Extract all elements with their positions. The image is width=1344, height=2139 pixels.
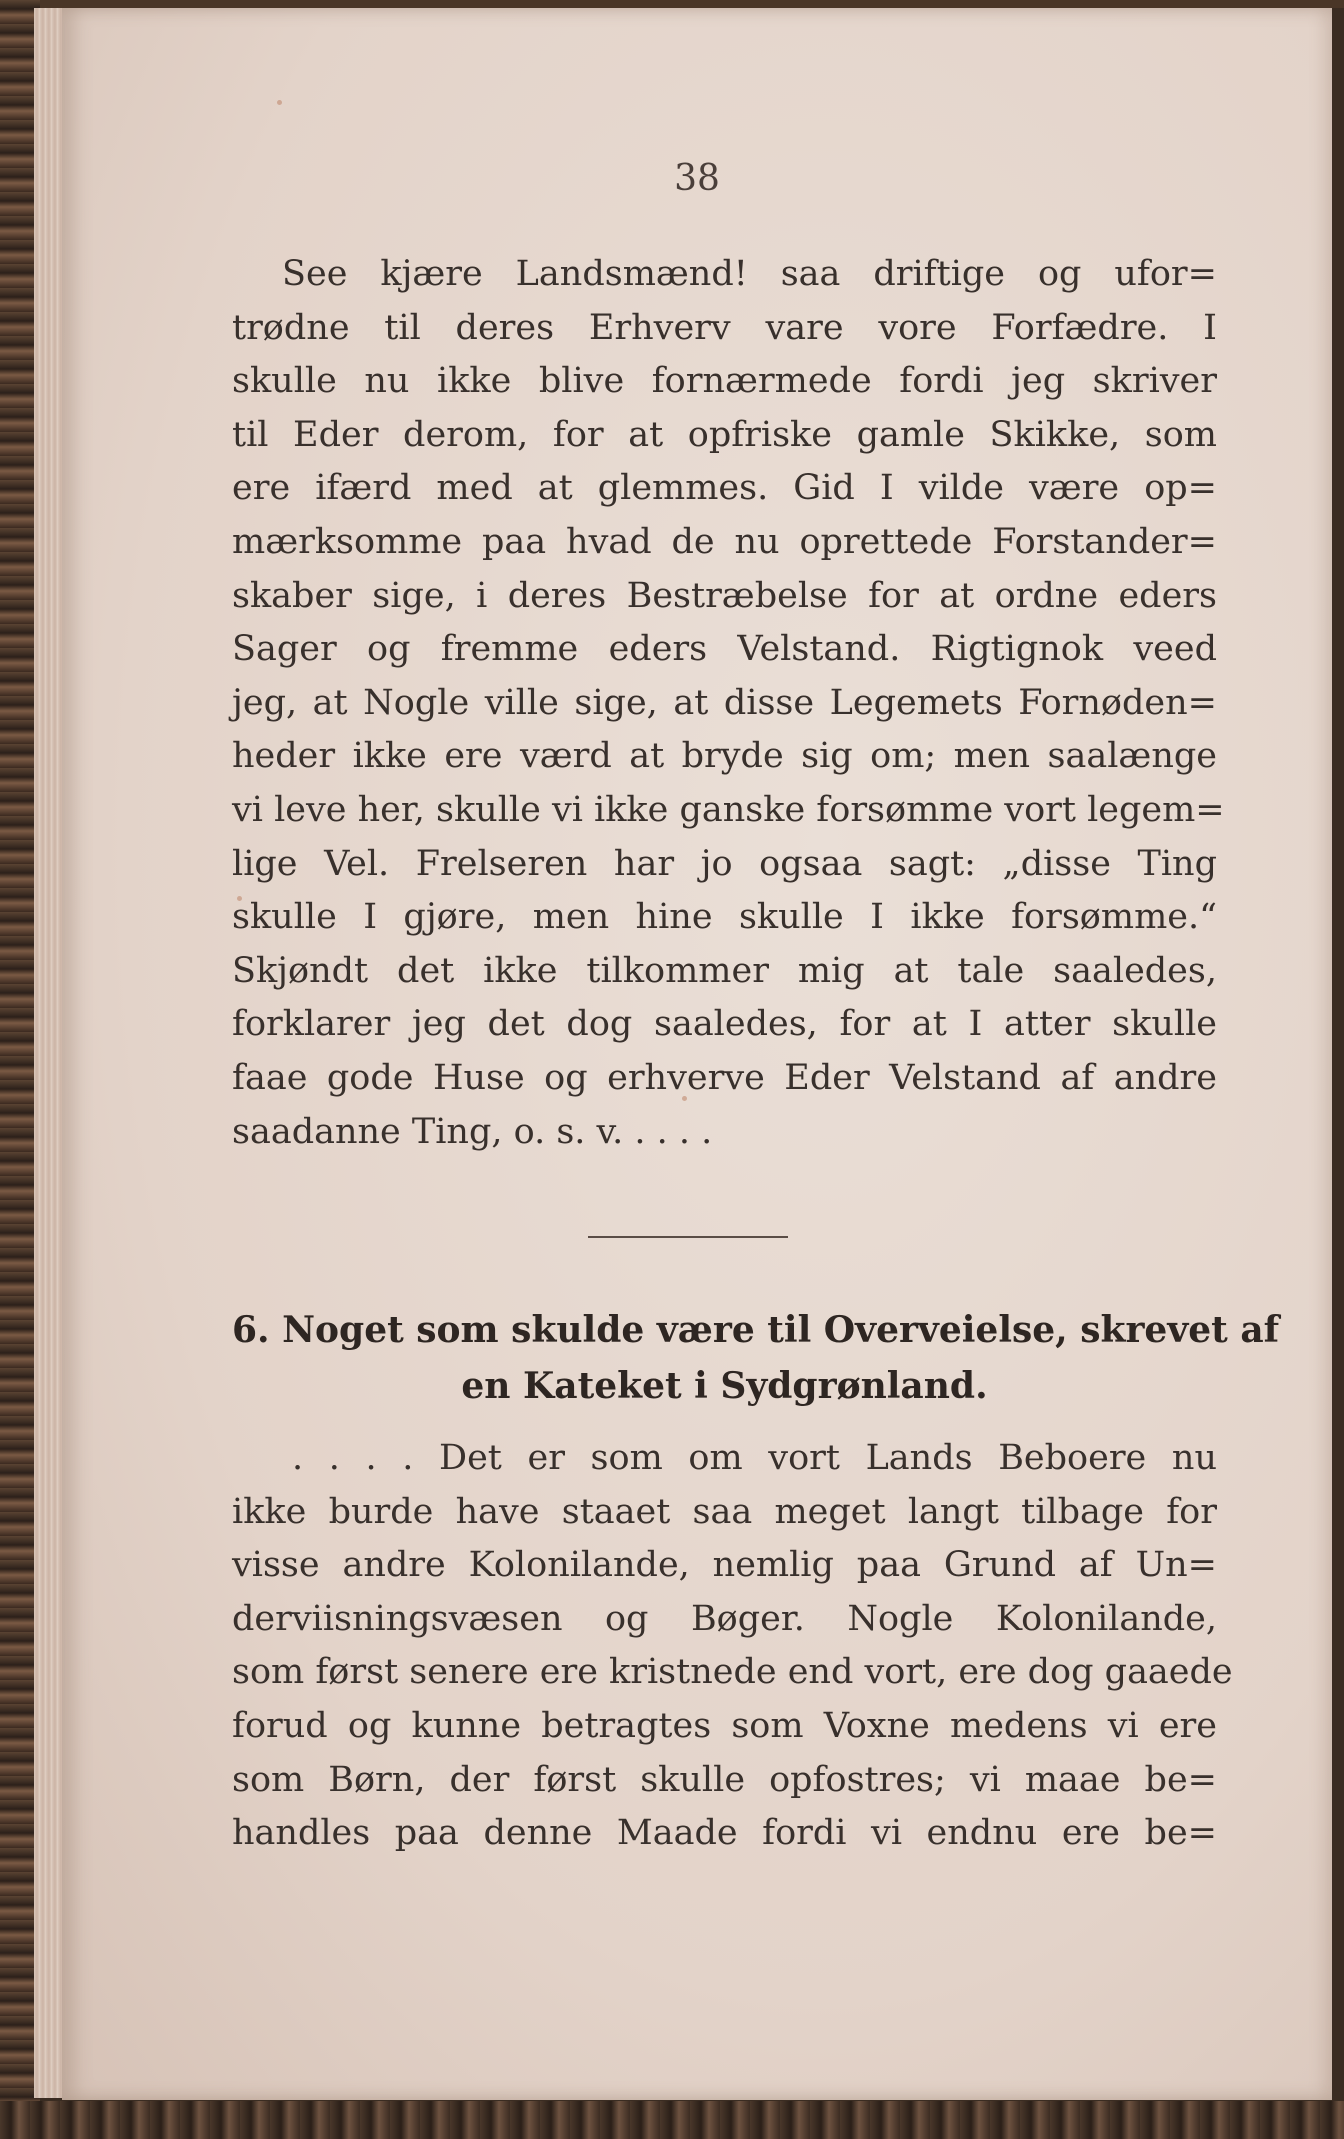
section-heading	[232, 1302, 1280, 1414]
text-line: derviisningsvæsen og Bøger. Nogle Kolonilande,	[232, 1598, 1217, 1639]
text-line: ikke burde have staaet saa meget langt tilbage for	[232, 1491, 1217, 1532]
text-line: skaber sige, i deres Bestræbelse for at ordne eders	[232, 575, 1217, 616]
text-line: lige Vel. Frelseren har jo ogsaa sagt: „disse Ting	[232, 843, 1217, 884]
text-line: See kjære Landsmænd! saa driftige og ufor=	[282, 254, 1217, 294]
book-cover-top	[0, 0, 1344, 8]
text-line: visse andre Kolonilande, nemlig paa Grund af Un=	[232, 1545, 1217, 1586]
text-line: vi leve her, skulle vi ikke ganske forsømme vort legem=	[232, 789, 1225, 830]
paragraph-2	[232, 1432, 1233, 1861]
text-line: skulle I gjøre, men hine skulle I ikke forsømme.“	[232, 897, 1217, 938]
text-line: som først senere ere kristnede end vort, ere dog gaaede	[232, 1652, 1233, 1693]
text-line: heder ikke ere værd at bryde sig om; men saalænge	[232, 736, 1217, 777]
text-line: trødne til deres Erhverv vare vore Forfædre. I	[232, 307, 1217, 348]
text-line: mærksomme paa hvad de nu oprettede Forstander=	[232, 521, 1217, 562]
text-line: forud og kunne betragtes som Voxne medens vi ere	[232, 1705, 1217, 1746]
section-heading-line-1: 6. Noget som skulde være til Overveielse, skrevet af	[232, 1309, 1280, 1351]
book-cover-bottom	[0, 2101, 1344, 2139]
section-heading-line-2: en Kateket i Sydgrønland.	[461, 1365, 988, 1407]
text-line: ere ifærd med at glemmes. Gid I vilde være op=	[232, 468, 1217, 509]
page-number: 38	[674, 158, 720, 199]
text-line: forklarer jeg det dog saaledes, for at I atter skulle	[232, 1004, 1217, 1045]
text-line: handles paa denne Maade fordi vi endnu ere be=	[232, 1813, 1217, 1854]
text-line: faae gode Huse og erhverve Eder Velstand af andre	[232, 1057, 1217, 1098]
section-divider	[588, 1236, 788, 1238]
text-line: jeg, at Nogle ville sige, at disse Legemets Fornøden=	[232, 682, 1217, 723]
paragraph-1	[232, 248, 1225, 1159]
paper-speck	[277, 100, 282, 105]
text-line: Sager og fremme eders Velstand. Rigtignok veed	[232, 629, 1217, 670]
text-line: som Børn, der først skulle opfostres; vi maae be=	[232, 1759, 1217, 1800]
text-line: . . . . Det er som om vort Lands Beboere nu	[292, 1438, 1217, 1478]
text-line: til Eder derom, for at opfriske gamle Skikke, som	[232, 414, 1217, 455]
text-line: Skjøndt det ikke tilkommer mig at tale saaledes,	[232, 950, 1217, 991]
text-line: skulle nu ikke blive fornærmede fordi jeg skriver	[232, 361, 1217, 402]
text-line: saadanne Ting, o. s. v. . . . .	[232, 1111, 713, 1152]
